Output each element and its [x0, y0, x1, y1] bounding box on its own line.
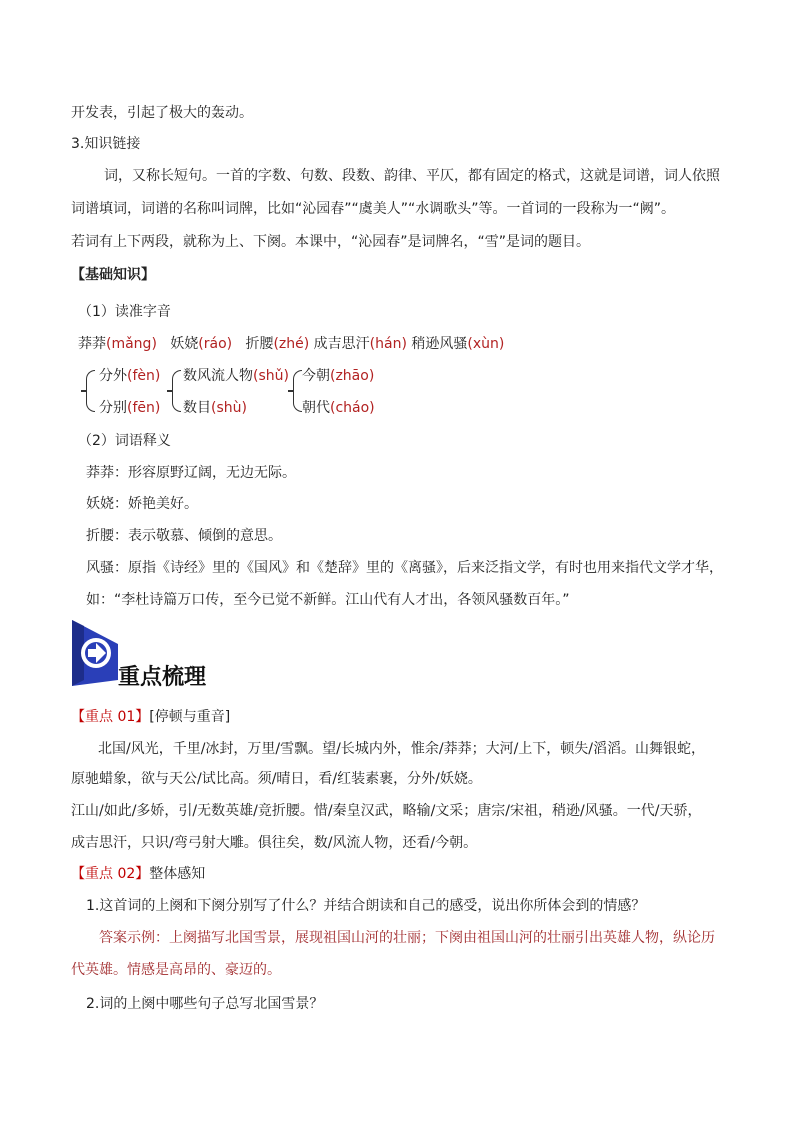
poem-line: 成吉思汗，只识/弯弓射大雕。俱往矣，数/风流人物，还看/今朝。	[71, 835, 478, 851]
intro-tail: 开发表，引起了极大的轰动。	[71, 105, 253, 121]
arrow-right-icon	[70, 620, 120, 686]
point-01-tag: 【重点 01】	[71, 709, 150, 725]
poem-line: 北国/风光，千里/冰封，万里/雪飘。望/长城内外，惟余/莽莽；大河/上下，顿失/滔滔。山舞银蛇，	[98, 741, 706, 757]
pron-word: 折腰	[245, 336, 274, 352]
pron-word: 莽莽	[78, 336, 106, 352]
meaning-line: 风骚：原指《诗经》里的《国风》和《楚辞》里的《离骚》，后来泛指文学，有时也用来指代文学才华，	[86, 560, 723, 576]
point-02-tag: 【重点 02】	[71, 866, 150, 882]
meaning-line: 莽莽：形容原野辽阔，无边无际。	[86, 465, 296, 481]
poem-line: 原驰蜡象，欲与天公/试比高。须/晴日，看/红装素裹，分外/妖娆。	[71, 771, 482, 787]
pron-pinyin: (ráo)	[198, 336, 233, 352]
brace-group-3	[293, 370, 302, 412]
polyphone-group-1-item-2: 分别(fēn)	[99, 400, 161, 416]
polyphone-group-1-item-1: 分外(fèn)	[99, 368, 161, 384]
polyphone-group-2-item-2: 数目(shù)	[183, 400, 247, 416]
pron-pinyin: (hán)	[369, 336, 407, 352]
knowledge-paragraph-line-3: 若词有上下两段，就称为上、下阕。本课中，“沁园春”是词牌名，“雪”是词的题目。	[71, 234, 591, 250]
brace-group-2	[172, 370, 181, 412]
question-1: 1.这首词的上阕和下阕分别写了什么？并结合朗读和自己的感受，说出你所体会到的情感？	[86, 898, 646, 914]
basics-heading: 【基础知识】	[71, 267, 155, 283]
knowledge-paragraph-line-1: 词，又称长短句。一首的字数、句数、段数、韵律、平仄，都有固定的格式，这就是词谱，词人依照	[104, 168, 720, 184]
polyphone-group-2-item-1: 数风流人物(shǔ)	[183, 368, 289, 384]
meaning-line: 妖娆：娇艳美好。	[86, 496, 198, 512]
pron-pinyin: (xùn)	[467, 336, 505, 352]
question-2: 2.词的上阕中哪些句子总写北国雪景？	[86, 996, 324, 1012]
meaning-line: 折腰：表示敬慕、倾倒的意思。	[86, 528, 282, 544]
point-02-heading	[71, 864, 205, 884]
poem-line: 江山/如此/多娇，引/无数英雄/竞折腰。惜/秦皇汉武，略输/文采；唐宗/宋祖，稍逊/风骚。一代/天骄，	[71, 803, 702, 819]
point-02-label: 整体感知	[149, 866, 206, 882]
section-title: 重点梳理	[118, 665, 207, 690]
pron-pinyin: (mǎng)	[106, 336, 157, 352]
answer-1-line-1: 答案示例：上阕描写北国雪景，展现祖国山河的壮丽；下阕由祖国山河的壮丽引出英雄人物，纵论历	[99, 930, 715, 946]
pron-word: 妖娆	[170, 336, 199, 352]
polyphone-group-3-item-1: 今朝(zhāo)	[302, 368, 375, 384]
brace-group-1	[86, 370, 95, 412]
meaning-line: 如：“李杜诗篇万口传，至今已觉不新鲜。江山代有人才出，各领风骚数百年。”	[86, 592, 570, 608]
knowledge-paragraph-line-2: 词谱填词，词谱的名称叫词牌，比如“沁园春”“虞美人”“水调歌头”等。一首词的一段称为一“阙”。	[71, 201, 676, 217]
pronunciation-heading: （1）读准字音	[78, 304, 171, 320]
point-01-heading	[71, 707, 230, 727]
meaning-heading: （2）词语释义	[78, 433, 171, 449]
pron-word: 成吉思汗	[313, 336, 370, 352]
pronunciation-row	[78, 334, 504, 354]
point-01-label: [停顿与重音]	[149, 709, 231, 725]
polyphone-group-3-item-2: 朝代(cháo)	[302, 400, 375, 416]
pron-word: 稍逊风骚	[411, 336, 468, 352]
knowledge-heading: 3.知识链接	[71, 136, 141, 152]
pron-pinyin: (zhé)	[273, 336, 310, 352]
answer-1-line-2: 代英雄。情感是高昂的、豪迈的。	[71, 962, 281, 978]
